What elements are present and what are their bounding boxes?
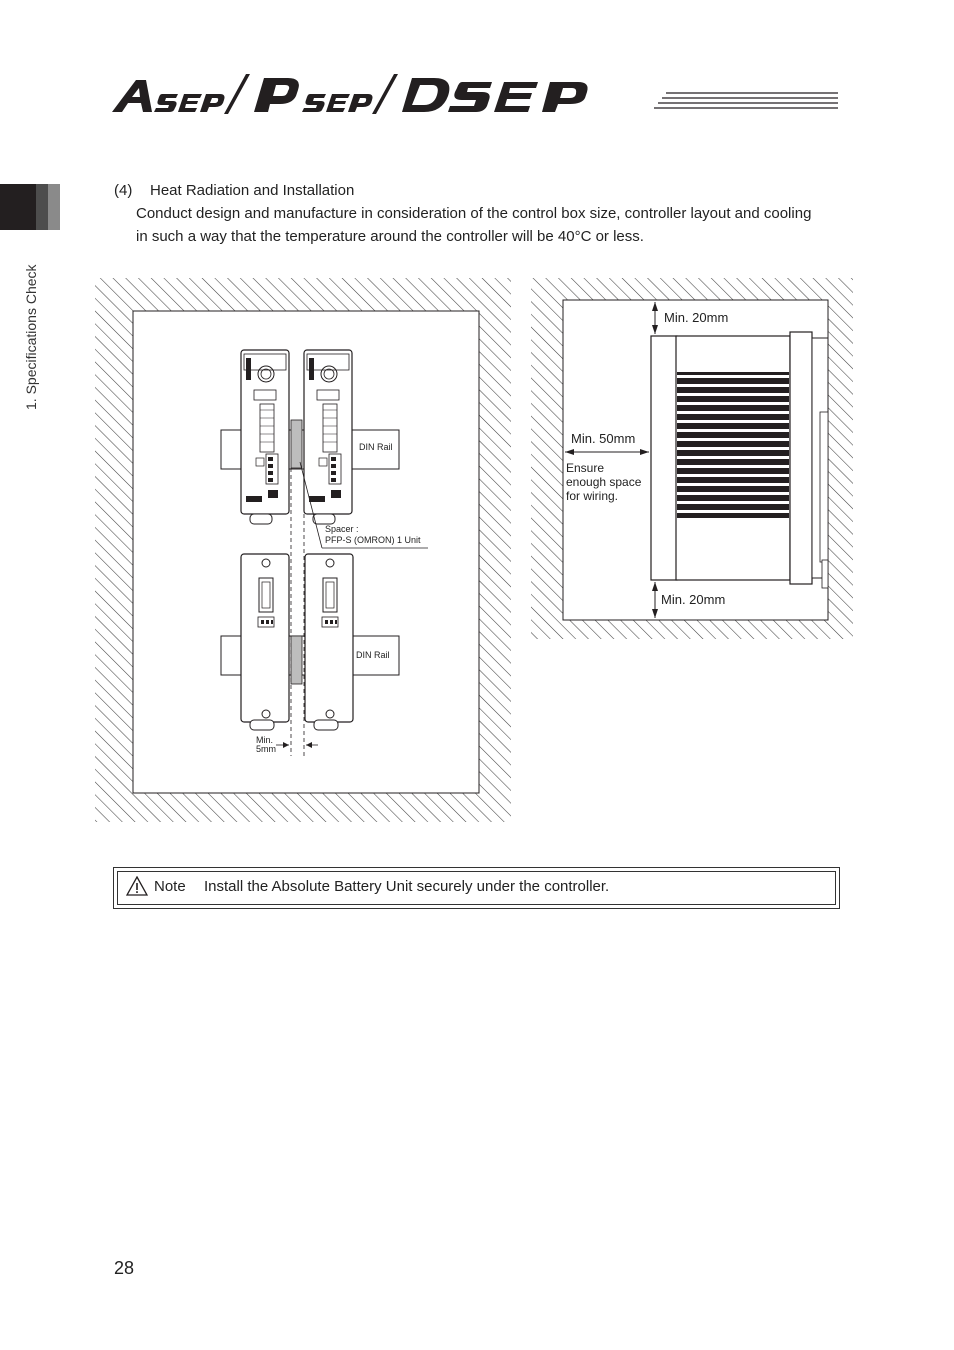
bottom-clearance-label: Min. 20mm — [661, 592, 726, 607]
wiring-note-line3: for wiring. — [566, 489, 619, 503]
controller-front-left — [241, 350, 289, 524]
section-title: Heat Radiation and Installation — [150, 182, 355, 199]
spacer-block-top — [291, 420, 302, 468]
gap-label-line1: Min. — [256, 735, 274, 745]
controller-front-right — [304, 350, 352, 524]
note-text: Install the Absolute Battery Unit securely under the controller. — [204, 878, 610, 895]
chapter-label-text: 1. Specifications Check — [23, 264, 39, 410]
din-rail-label-top: DIN Rail — [359, 442, 393, 452]
controller-front-cover — [651, 336, 677, 580]
wiring-note-line2: enough space — [566, 475, 642, 489]
page-number: 28 — [114, 1258, 135, 1278]
top-clearance-label: Min. 20mm — [664, 310, 729, 325]
spacer-block-bottom — [291, 636, 302, 684]
din-rail-label-bottom: DIN Rail — [356, 650, 390, 660]
controller-rear-right — [305, 554, 353, 730]
gap-label-line2: 5mm — [256, 744, 276, 754]
section-number: (4) — [114, 182, 133, 199]
note-label: Note — [154, 878, 186, 895]
front-view-figure — [95, 278, 511, 822]
front-clearance-label: Min. 50mm — [571, 431, 636, 446]
note-box — [113, 867, 840, 909]
spacer-label-line2: PFP-S (OMRON) 1 Unit — [325, 535, 421, 545]
side-view-figure — [531, 278, 853, 639]
wiring-note-line1: Ensure — [566, 461, 605, 475]
warning-icon — [126, 876, 148, 896]
controller-rear-left — [241, 554, 289, 730]
section-body: Conduct design and manufacture in consideration of the control box size, controller layout and cooling in such a way that the temperature around the controller will be 40°C or less. — [136, 205, 812, 245]
spacer-label-line1: Spacer : — [325, 524, 359, 534]
